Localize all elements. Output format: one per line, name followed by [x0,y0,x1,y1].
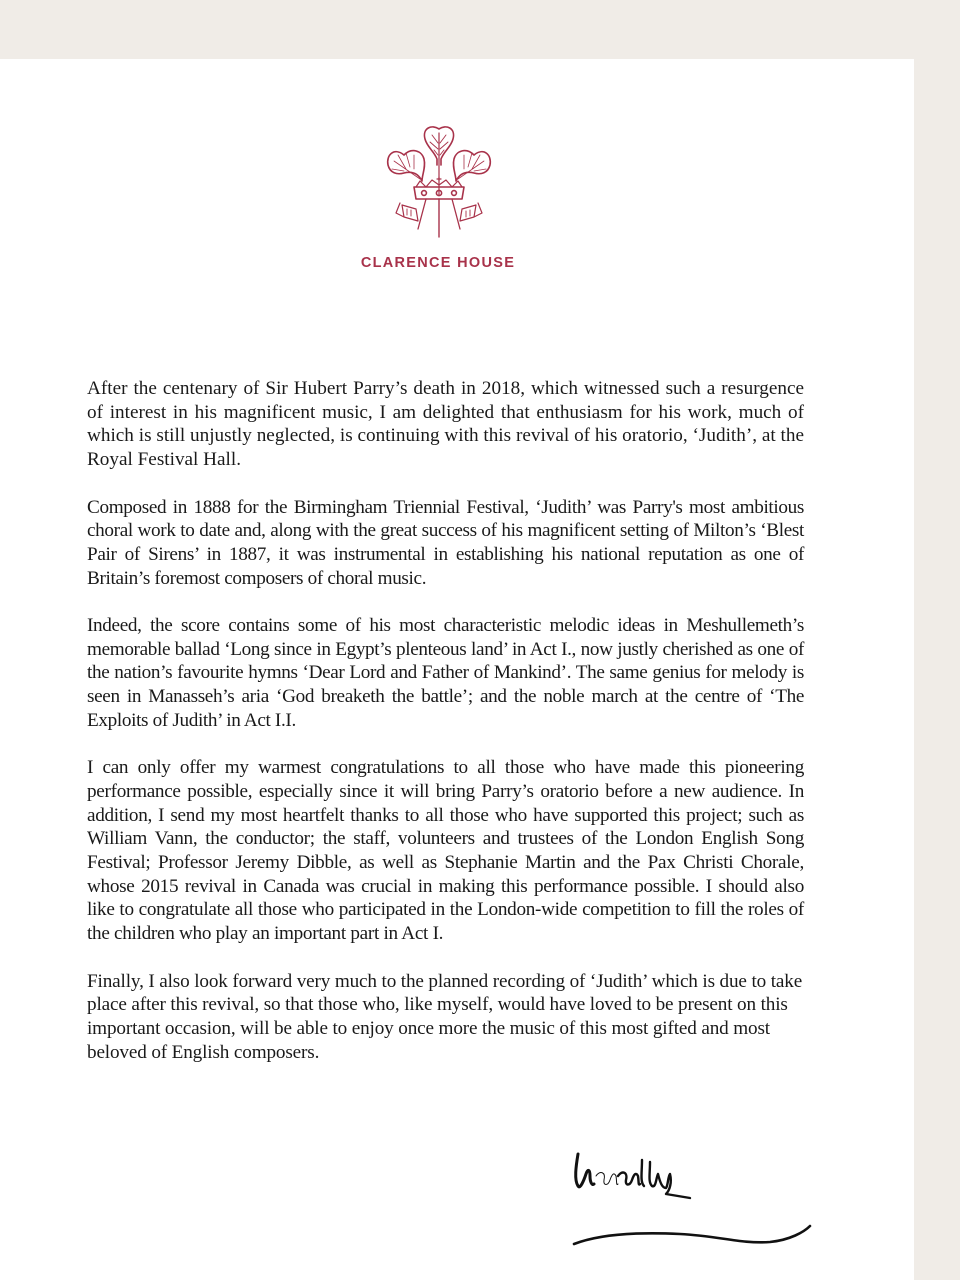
paragraph-5: Finally, I also look forward very much to the planned recording of ‘Judith’ which is due to take place after this revival, so that those who, like myself, would have loved to be present on this important occasion, will be able to enjoy once more the music of this most gifted and most beloved of English composers. [87,970,803,1063]
letterhead-title: CLARENCE HOUSE [360,255,516,271]
right-feather [453,151,490,181]
handwritten-signature [570,1146,820,1246]
prince-of-wales-feathers-crest [382,125,496,241]
paragraph-4: I can only offer my warmest congratulations to all those who have made this pioneering performance possible, especially since it will bring Parry’s oratorio before a new audience. In addition, I send my most heartfelt thanks to all those who have supported this project; such as William Vann, the conductor; the staff, volunteers and trustees of the London English Song Festival; Professor Jeremy Dibble, as well as Stephanie Martin and the Pax Christi Chorale, whose 2015 revival in Canada was crucial in making this performance possible. I should also like to congratulate all those who participated in the London-wide competition to fill the roles of the children who play an important part in Act I. [87,757,804,945]
left-feather [388,151,425,181]
letter-body [87,377,804,1088]
paragraph-2: Composed in 1888 for the Birmingham Triennial Festival, ‘Judith’ was Parry's most ambitious choral work to date and, along with the great success of his magnificent setting of Milton’s ‘Blest Pair of Sirens’ in 1887, it was instrumental in establishing his national reputation as one of Britain’s foremost composers of choral music. [87,496,804,589]
paragraph-1: After the centenary of Sir Hubert Parry’s death in 2018, which witnessed such a resurgence of interest in his magnificent music, I am delighted that enthusiasm for his work, much of which is still unjustly neglected, is continuing with this revival of his oratorio, ‘Judith’, at the Royal Festival Hall. [87,378,804,471]
paragraph-3: Indeed, the score contains some of his most characteristic melodic ideas in Meshullemeth’s memorable ballad ‘Long since in Egypt’s plenteous land’ in Act I., now justly cherished as one of the nation’s favourite hymns ‘Dear Lord and Father of Mankind’. The same genius for melody is seen in Manasseh’s aria ‘God breaketh the battle’; and the noble march at the centre of ‘The Exploits of Judith’ in Act I.I. [87,615,804,731]
letter-page [0,59,914,1280]
